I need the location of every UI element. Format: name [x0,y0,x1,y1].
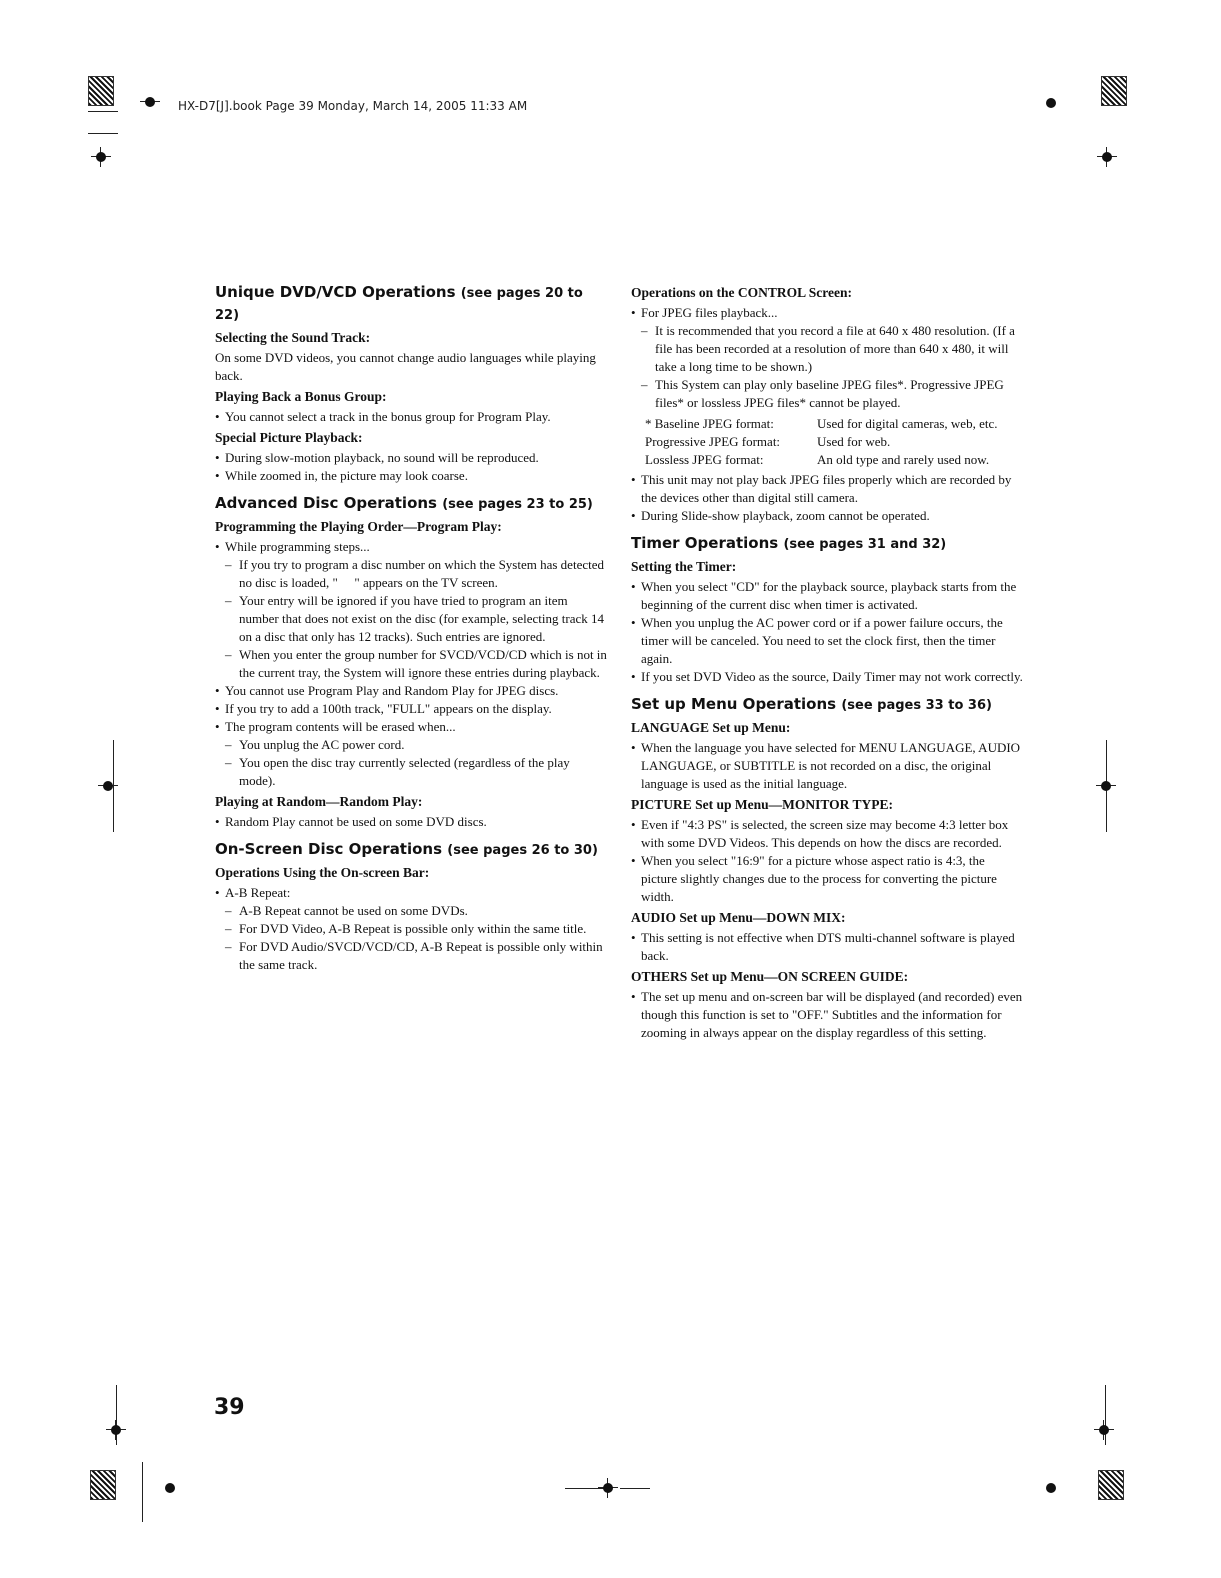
registration-mark-icon [1094,1420,1114,1440]
corner-registration-art-bottom-left [90,1470,116,1500]
right-column [631,282,1023,1045]
bullet-list [631,578,1023,686]
subheading: Playing at Random—Random Play: [215,794,423,809]
bullet-item: • The program contents will be erased when... – You unplug the AC power cord. – You open the disc tray currently selected (regardless of the play mode). [215,718,607,790]
dash-item: – You open the disc tray currently selected (regardless of the play mode). [215,754,607,790]
table-row [645,451,997,469]
bullet-list [215,538,607,790]
bullet-list [631,929,1023,965]
control-screen-operations-section [631,284,1023,525]
section-title: Set up Menu Operations (see pages 33 to 36) [631,695,992,713]
section-title: Advanced Disc Operations (see pages 23 to 25) [215,494,593,512]
bullet-item: • You cannot use Program Play and Random Play for JPEG discs. [215,682,607,700]
subheading: OTHERS Set up Menu—ON SCREEN GUIDE: [631,969,909,984]
registration-mark-icon [1041,93,1061,113]
bullet-item: • You cannot select a track in the bonus group for Program Play. [215,408,607,426]
format-name: Progressive JPEG format: [645,434,781,449]
bullet-list [215,408,607,426]
bullet-item: • While zoomed in, the picture may look coarse. [215,467,607,485]
corner-registration-art-top-left [88,76,114,106]
bullet-list [631,816,1023,906]
trim-line [88,133,118,134]
bullet-item: • When the language you have selected for MENU LANGUAGE, AUDIO LANGUAGE, or SUBTITLE is not recorded on a disc, the original language is used as the initial language. [631,739,1023,793]
bullet-item: • This unit may not play back JPEG files properly which are recorded by the devices other than digital still camera. [631,471,1023,507]
bullet-list [215,884,607,974]
dash-item: – Your entry will be ignored if you have tried to program an item number that does not exist on the disc (for example, selecting track 14 on a disc that only has 12 tracks). Such entries are ignored. [215,592,607,646]
advanced-disc-operations-section [215,493,607,831]
registration-mark-icon [598,1478,618,1498]
subheading: Setting the Timer: [631,559,737,574]
paragraph: On some DVD videos, you cannot change audio languages while playing back. [215,350,596,383]
registration-mark-icon [140,92,160,112]
format-use: Used for digital cameras, web, etc. [817,416,998,431]
bullet-item: • Random Play cannot be used on some DVD discs. [215,813,607,831]
subheading: Playing Back a Bonus Group: [215,389,387,404]
bullet-item: • When you unplug the AC power cord or if a power failure occurs, the timer will be canceled. You need to set the clock first, then the timer again. [631,614,1023,668]
format-use: Used for web. [817,434,891,449]
trim-line [142,1462,143,1522]
bullet-list [631,739,1023,793]
format-use: An old type and rarely used now. [817,452,990,467]
dash-item: – For DVD Video, A-B Repeat is possible only within the same title. [215,920,607,938]
dash-item: – This System can play only baseline JPEG files*. Progressive JPEG files* or lossless JPEG files* cannot be played. [631,376,1023,412]
dash-list [215,902,607,974]
subheading: Operations on the CONTROL Screen: [631,285,853,300]
corner-registration-art-top-right [1101,76,1127,106]
trim-line [620,1488,650,1489]
section-title: Timer Operations (see pages 31 and 32) [631,534,947,552]
table-row [645,433,997,451]
trim-line [88,111,118,112]
format-name: * Baseline JPEG format: [645,416,774,431]
subheading: PICTURE Set up Menu—MONITOR TYPE: [631,797,894,812]
bullet-item: • This setting is not effective when DTS multi-channel software is played back. [631,929,1023,965]
dash-list [631,322,1023,412]
subheading: Operations Using the On-screen Bar: [215,865,430,880]
dash-list [215,556,607,682]
bullet-item: • If you try to add a 100th track, "FULL" appears on the display. [215,700,607,718]
bullet-item: • The set up menu and on-screen bar will be displayed (and recorded) even though this function is set to "OFF." Subtitles and the information for zooming in always appear on the display regardless of this setting. [631,988,1023,1042]
section-title: Unique DVD/VCD Operations (see pages 20 to 22) [215,283,583,323]
bullet-item: • When you select "16:9" for a picture whose aspect ratio is 4:3, the picture slightly changes due to the process for converting the picture width. [631,852,1023,906]
unique-dvd-vcd-operations-section [215,282,607,485]
bullet-list [215,449,607,485]
bullet-item: • When you select "CD" for the playback source, playback starts from the beginning of the current disc when timer is activated. [631,578,1023,614]
dash-item: – It is recommended that you record a file at 640 x 480 resolution. (If a file has been recorded at a resolution of more than 640 x 480, it will take a long time to be shown.) [631,322,1023,376]
dash-item: – When you enter the group number for SVCD/VCD/CD which is not in the current tray, the System will ignore these entries during playback. [215,646,607,682]
format-name: Lossless JPEG format: [645,452,764,467]
on-screen-disc-operations-section [215,839,607,974]
bullet-item: • For JPEG files playback... – It is recommended that you record a file at 640 x 480 resolution. (If a file has been recorded at a resolution of more than 640 x 480, it will take a long time to be shown.) – This System can play only baseline JPEG files*. Progressive JPEG files* or lossless JPEG files* cannot be played. [631,304,1023,412]
bullet-item: • During slow-motion playback, no sound will be reproduced. [215,449,607,467]
jpeg-format-table [645,415,997,469]
registration-mark-icon [1097,147,1117,167]
registration-mark-icon [98,776,118,796]
subheading: Selecting the Sound Track: [215,330,371,345]
setup-menu-operations-section [631,694,1023,1042]
bullet-list [631,471,1023,525]
subheading: AUDIO Set up Menu—DOWN MIX: [631,910,846,925]
dash-item: – For DVD Audio/SVCD/VCD/CD, A-B Repeat is possible only within the same track. [215,938,607,974]
bullet-item: • Even if "4:3 PS" is selected, the screen size may become 4:3 letter box with some DVD Videos. This depends on how the discs are recorded. [631,816,1023,852]
dash-item: – You unplug the AC power cord. [215,736,607,754]
registration-mark-icon [106,1420,126,1440]
registration-mark-icon [1041,1478,1061,1498]
table-row [645,415,997,433]
dash-item: – A-B Repeat cannot be used on some DVDs. [215,902,607,920]
registration-mark-icon [160,1478,180,1498]
bullet-item: • While programming steps... – If you try to program a disc number on which the System has detected no disc is loaded, " ⃠ " appears on the TV screen. – Your entry will be ignored if you have tried to program an item number that does not exist on the disc (for example, selecting track 14 on a disc that only has 12 tracks). Such entries are ignored. – When you enter the group number for SVCD/VCD/CD which is not in the current tray, the System will ignore these entries during playback. [215,538,607,682]
bullet-item: • During Slide-show playback, zoom cannot be operated. [631,507,1023,525]
subheading: Programming the Playing Order—Program Play: [215,519,502,534]
print-header: HX-D7[J].book Page 39 Monday, March 14, 2005 11:33 AM [178,99,528,113]
dash-item: – If you try to program a disc number on which the System has detected no disc is loaded, " ⃠ " appears on the TV screen. [215,556,607,592]
bullet-list [631,988,1023,1042]
page-number: 39 [214,1395,245,1420]
bullet-item: • A-B Repeat: – A-B Repeat cannot be used on some DVDs. – For DVD Video, A-B Repeat is possible only within the same title. – For DVD Audio/SVCD/VCD/CD, A-B Repeat is possible only within the same track. [215,884,607,974]
dash-list [215,736,607,790]
registration-mark-icon [1096,776,1116,796]
bullet-list [215,813,607,831]
subheading: Special Picture Playback: [215,430,363,445]
bullet-list [631,304,1023,412]
subheading: LANGUAGE Set up Menu: [631,720,791,735]
bullet-item: • If you set DVD Video as the source, Daily Timer may not work correctly. [631,668,1023,686]
left-column [215,282,607,977]
corner-registration-art-bottom-right [1098,1470,1124,1500]
timer-operations-section [631,533,1023,686]
registration-mark-icon [91,147,111,167]
section-title: On-Screen Disc Operations (see pages 26 to 30) [215,840,598,858]
